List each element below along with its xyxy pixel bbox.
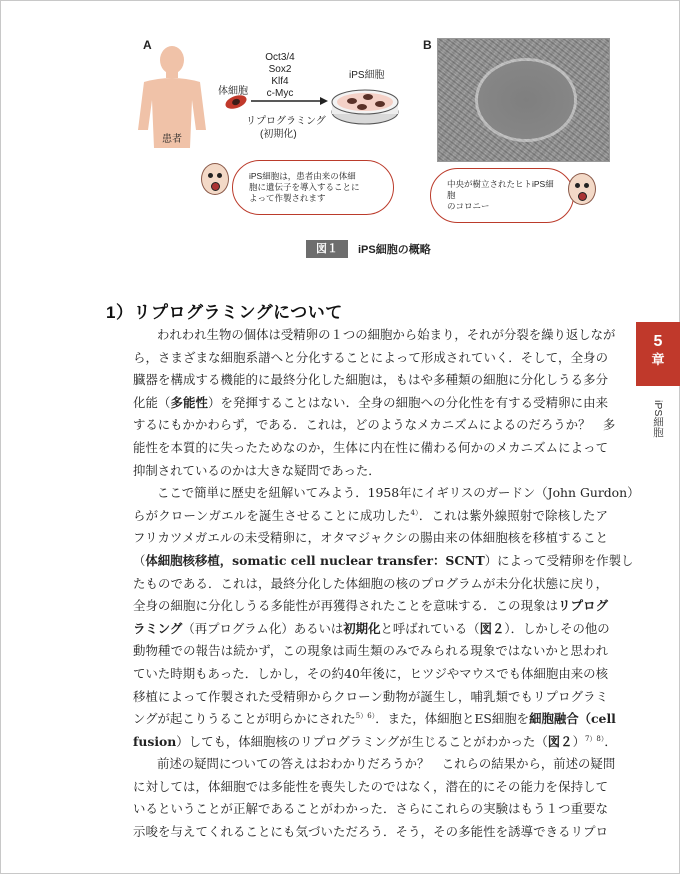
citation-ref: 4） bbox=[410, 508, 419, 517]
chapter-side-label: iPS細胞 bbox=[652, 400, 664, 438]
text-line: 化能（多能性）を発揮することはない．全身の細胞への分化性を有する受精卵に由来 bbox=[133, 394, 609, 410]
panel-b-letter: B bbox=[423, 38, 432, 52]
text-line: ラミング（再プログラム化）あるいは初期化と呼ばれている（図２）．しかしその他の bbox=[133, 620, 610, 636]
paragraph-1 bbox=[133, 324, 616, 482]
text-line: 移植によって作製された受精卵からクローン動物が誕生し，哺乳類でもリプログラミ bbox=[133, 688, 608, 704]
term-scnt: 体細胞核移植，somatic cell nuclear transfer：SCNT bbox=[145, 552, 485, 568]
citation-ref: 7）8） bbox=[584, 734, 605, 743]
ips-cell-label: iPS細胞 bbox=[349, 70, 385, 81]
text-line: 抑制されているのかは大きな疑問であった． bbox=[133, 462, 381, 478]
text-line: fusion）しても，体細胞核のリプログラミングが生じることがわかった（図２）$^{7)8)}$． bbox=[133, 733, 617, 749]
term-initialization: 初期化 bbox=[343, 620, 381, 636]
speech-bubble-right bbox=[430, 168, 574, 223]
somatic-cell-label: 体細胞 bbox=[218, 86, 248, 97]
bubble-right-line: のコロニー bbox=[447, 201, 490, 211]
text-line: （体細胞核移植，somatic cell nuclear transfer：SCNT）によって受精卵を作製し bbox=[133, 552, 634, 568]
text-line: 示唆を与えてくれることにも気づいただろう．そう，その多能性を誘導できるリプロ bbox=[133, 824, 608, 840]
text-line: ングが起こりうることが明らかにされた$^{5)6)}$．また，体細胞とES細胞を細胞融合（cell bbox=[133, 711, 616, 727]
text-line: 能性を本質的に失ったためなのか，生体に内在性に備わる何かのメカニズムによって bbox=[133, 439, 608, 455]
factor-oct34: Oct3/4 bbox=[265, 52, 295, 63]
text-line: 動物種での報告は続かず，この現象は両生類のみでみられる現象ではないかと思われ bbox=[133, 643, 608, 659]
factor-sox2: Sox2 bbox=[268, 64, 292, 75]
text-line: ていた時期もあった．しかし，その約40年後に，ヒツジやマウスでも体細胞由来の核 bbox=[133, 665, 608, 681]
text-line: ここで簡単に歴史を紐解いてみよう．1958年にイギリスのガードン（John Gurdon） bbox=[157, 485, 640, 501]
reprogramming-label: リプログラミング bbox=[246, 116, 326, 127]
text-line: たものである．これは，最終分化した体細胞の核のプログラムが未分化状態に戻り， bbox=[133, 575, 608, 591]
term-reprogramming: リプログ bbox=[558, 598, 609, 614]
speech-bubble-left bbox=[232, 160, 394, 215]
figure-ref: 図２ bbox=[479, 620, 505, 636]
bubble-right-line: 中央が樹立されたヒトiPS細胞 bbox=[447, 179, 554, 200]
chapter-tab bbox=[636, 322, 680, 386]
text-line: 前述の疑問についての答えはおわかりだろうか？ これらの結果から，前述の疑問 bbox=[157, 756, 616, 772]
term-cell-fusion: 細胞融合 bbox=[529, 711, 579, 727]
figure-caption bbox=[306, 240, 431, 258]
chapter-suffix: 章 bbox=[651, 352, 665, 367]
text-line: に対しては，体細胞では多能性を喪失したのではなく，潜在的にその能力を保持して bbox=[133, 778, 608, 794]
surprised-face-icon bbox=[568, 173, 596, 205]
caption-label: 図１ bbox=[306, 240, 348, 258]
initialization-label: (初期化) bbox=[260, 129, 297, 140]
bubble-left-line: iPS細胞は，患者由来の体細 bbox=[249, 171, 356, 181]
section-heading: 1）リプログラミングについて bbox=[106, 303, 343, 322]
paragraph-2 bbox=[133, 482, 640, 753]
surprised-face-icon bbox=[201, 163, 229, 195]
text-line: 全身の細胞に分化しうる多能性が再獲得されたことを意味する．この現象はリプログ bbox=[133, 598, 609, 614]
patient-label: 患者 bbox=[162, 134, 182, 145]
term-pluripotency: 多能性 bbox=[170, 394, 209, 410]
text-line: われわれ生物の個体は受精卵の１つの細胞から始まり，それが分裂を繰り返しなが bbox=[157, 327, 616, 342]
bubble-left-line: 胞に遺伝子を導入することに bbox=[249, 182, 360, 192]
chapter-number: 5 bbox=[653, 333, 663, 350]
factor-klf4: Klf4 bbox=[271, 76, 289, 87]
ips-colony-micrograph bbox=[437, 38, 610, 162]
text-line: 臓器を構成する機能的に最終分化した細胞は，もはや多種類の細胞に分化しうる多分 bbox=[133, 372, 608, 388]
bubble-left-line: よって作製されます bbox=[249, 193, 326, 203]
citation-ref: 5）6） bbox=[355, 711, 376, 720]
body-text bbox=[133, 324, 640, 844]
figure-ref: 図２ bbox=[547, 733, 573, 749]
text-line: ら，さまざまな細胞系譜へと分化することによって形成されていく．そして，全身の bbox=[133, 349, 608, 365]
caption-title: iPS細胞の概略 bbox=[358, 244, 431, 256]
paragraph-3 bbox=[133, 753, 616, 843]
culture-dish-icon bbox=[332, 90, 398, 124]
text-line: フリカツメガエルの未受精卵に，オタマジャクシの腸由来の体細胞核を移植すること bbox=[133, 530, 608, 546]
panel-a-letter: A bbox=[143, 38, 152, 52]
colony-region bbox=[478, 61, 574, 139]
text-line: らがクローンガエルを誕生させることに成功した$^{4)}$．これは紫外線照射で除核したア bbox=[133, 507, 608, 523]
factor-cmyc: c-Myc bbox=[266, 88, 294, 99]
factor-list bbox=[250, 52, 310, 100]
text-line: いるということが正解であることがわかった．さらにこれらの実験はもう１つ重要な bbox=[133, 801, 608, 817]
text-line: するにもかかわらず，である．これは，どのようなメカニズムによるのだろうか？ 多 bbox=[133, 417, 616, 433]
